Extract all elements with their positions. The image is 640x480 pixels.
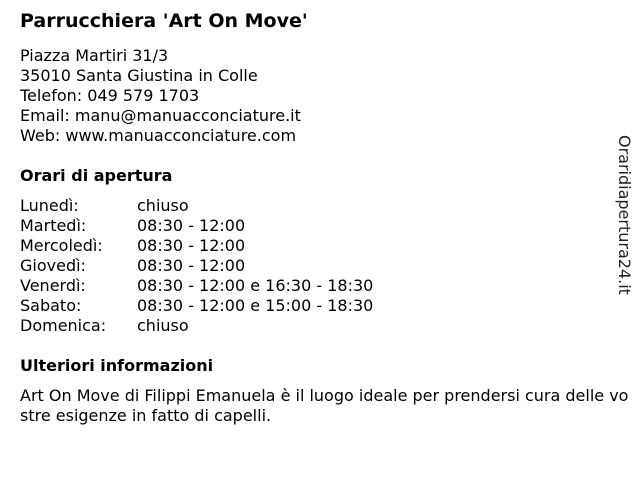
time-value: 08:30 - 12:00 [137,216,246,235]
time-value: chiuso [137,196,189,215]
time-value: 08:30 - 12:00 [137,256,246,275]
day-label: Venerdì: [20,276,86,295]
hours-row [20,316,620,336]
day-label: Martedì: [20,216,87,235]
time-value: 08:30 - 12:00 e 15:00 - 18:30 [137,296,374,315]
hours-row [20,276,620,296]
time-value: 08:30 - 12:00 e 16:30 - 18:30 [137,276,374,295]
day-label: Domenica: [20,316,107,335]
time-value: 08:30 - 12:00 [137,236,246,255]
day-label: Lunedì: [20,196,79,215]
hours-row [20,296,620,316]
hours-heading: Orari di apertura [20,166,173,185]
watermark-text: Oraridiapertura24.it [615,135,634,295]
hours-row [20,196,620,216]
website-text: Web: www.manuacconciature.com [20,126,297,145]
address-line-2: 35010 Santa Giustina in Colle [20,66,258,85]
time-value: chiuso [137,316,189,335]
hours-row [20,256,620,276]
day-label: Sabato: [20,296,82,315]
email-text: Email: manu@manuacconciature.it [20,106,301,125]
day-label: Mercoledì: [20,236,103,255]
day-label: Giovedì: [20,256,86,275]
info-text: Art On Move di Filippi Emanuela è il luogo ideale per prendersi cura delle vostre esigenze in fatto di capelli. [20,386,629,425]
phone-text: Telefon: 049 579 1703 [20,86,200,105]
hours-row [20,216,620,236]
business-title: Parrucchiera 'Art On Move' [20,10,308,32]
hours-row [20,236,620,256]
hours-table [20,196,620,336]
address-line-1: Piazza Martiri 31/3 [20,46,169,65]
info-heading: Ulteriori informazioni [20,356,214,375]
